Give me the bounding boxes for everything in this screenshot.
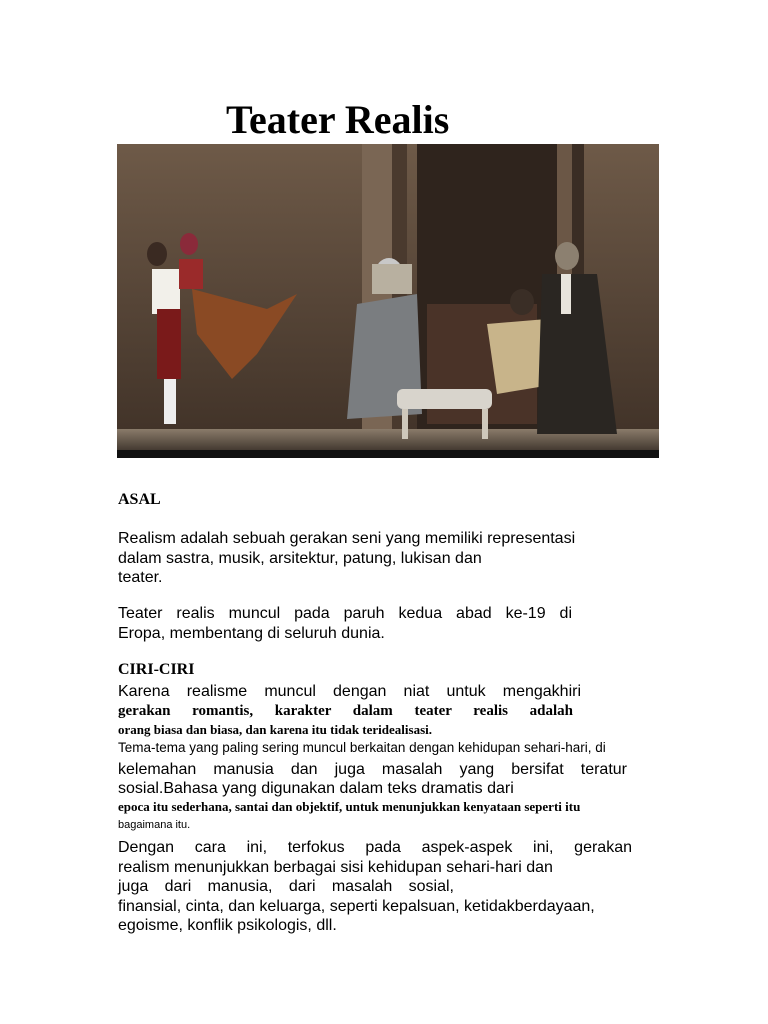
ciri-line-5 (118, 760, 627, 779)
text-line: Karena realisme muncul dengan niat untuk mengakhiri (118, 683, 581, 700)
asal-paragraph-1 (118, 529, 575, 588)
ciri-paragraph-2 (118, 838, 632, 936)
text-line: finansial, cinta, dan keluarga, seperti kepalsuan, ketidakberdayaan, (118, 897, 595, 915)
ciri-line-1 (118, 682, 581, 701)
ciri-line-7: epoca itu sederhana, santai dan objektif, untuk menunjukkan kenyataan seperti itu (118, 799, 581, 814)
ciri-line-2 (118, 702, 573, 720)
text-line-wrap (118, 877, 454, 897)
text-line: Realism adalah sebuah gerakan seni yang memiliki representasi (118, 530, 576, 547)
section-heading-asal: ASAL (118, 491, 161, 508)
text-line: juga dari manusia, dari masalah sosial, (118, 878, 454, 895)
text-line: dalam sastra, musik, arsitektur, patung, lukisan dan (118, 549, 482, 567)
page-title: Teater Realis (226, 97, 450, 142)
theater-stage-photo (117, 144, 659, 458)
text-line: Eropa, membentang di seluruh dunia. (118, 624, 385, 642)
section-heading-ciri: CIRI-CIRI (118, 661, 195, 678)
text-line: realism menunjukkan berbagai sisi kehidupan sehari-hari dan (118, 858, 553, 876)
text-line: teater. (118, 569, 163, 586)
ciri-line-4: Tema-tema yang paling sering muncul berkaitan dengan kehidupan sehari-hari, di (118, 740, 606, 755)
text-line: gerakan romantis, karakter dalam teater realis adalah (118, 703, 573, 719)
ciri-line-8: bagaimana itu. (118, 819, 191, 831)
ciri-line-6: sosial.Bahasa yang digunakan dalam teks dramatis dari (118, 780, 514, 797)
text-line: egoisme, konflik psikologis, dll. (118, 917, 337, 934)
text-line: Teater realis muncul pada paruh kedua abad ke-19 di (118, 605, 572, 622)
asal-paragraph-2 (118, 604, 572, 643)
text-line: Dengan cara ini, terfokus pada aspek-aspek ini, gerakan (118, 839, 632, 856)
text-line: kelemahan manusia dan juga masalah yang bersifat teratur (118, 761, 627, 778)
ciri-line-3: orang biasa dan biasa, dan karena itu tidak teridealisasi. (118, 722, 432, 737)
